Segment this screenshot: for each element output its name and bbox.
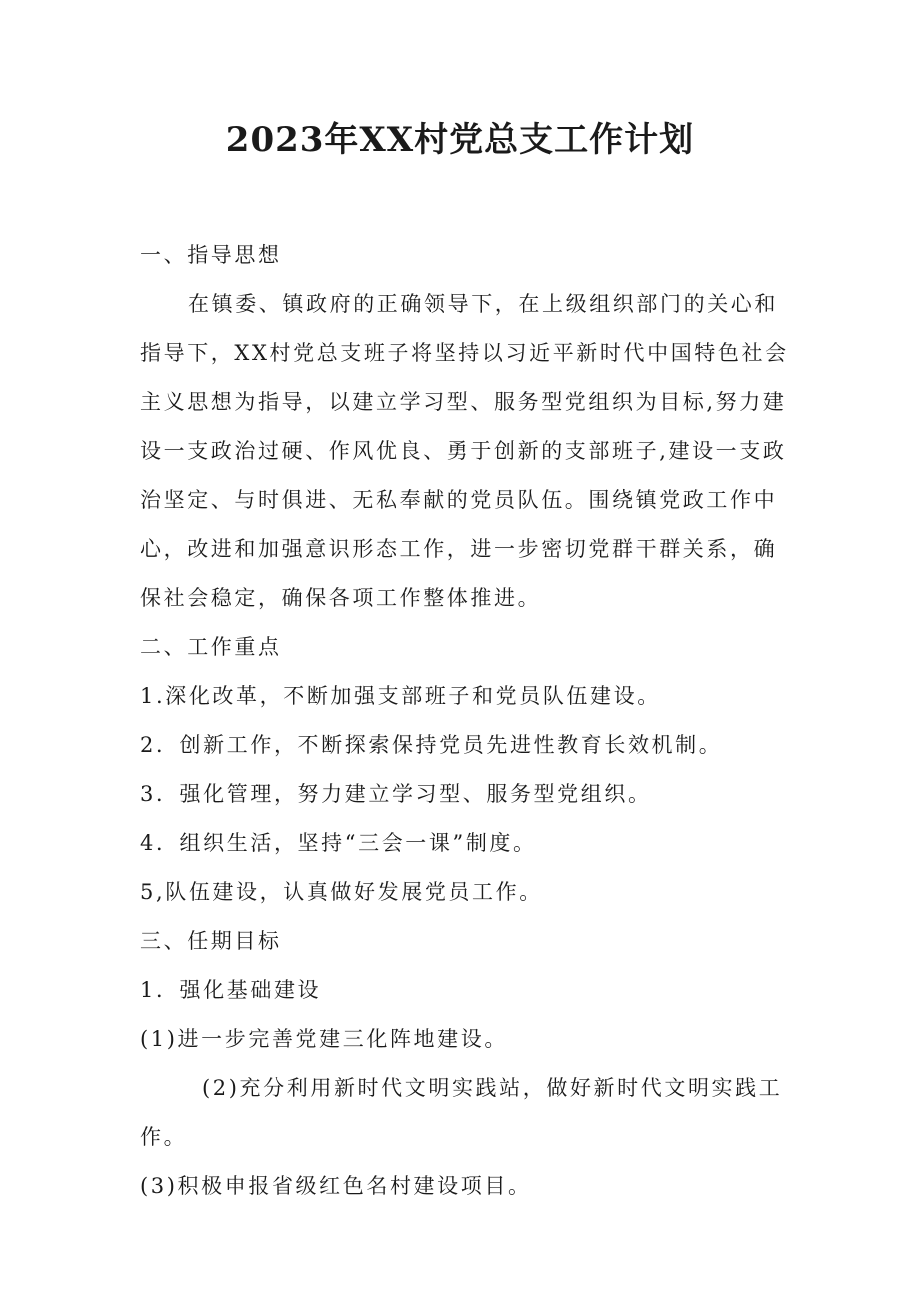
section-paragraph-guiding-ideology: 在镇委、镇政府的正确领导下，在上级组织部门的关心和指导下，XX村党总支班子将坚持以习近平新时代中国特色社会主义思想为指导，以建立学习型、服务型党组织为目标,努力建设一支政治过硬、作风优良、勇于创新的支部班子,建设一支政治坚定、与时俱进、无私奉献的党员队伍。围绕镇党政工作中心，改进和加强意识形态工作，进一步密切党群干群关系，确保社会稳定，确保各项工作整体推进。 (140, 292, 789, 610)
list-item-infrastructure: (1)进一步完善党建三化阵地建设。 (140, 1027, 508, 1051)
list-item-work-focus: 1.深化改革，不断加强支部班子和党员队伍建设。 (140, 684, 661, 708)
list-item-work-focus: 5,队伍建设，认真做好发展党员工作。 (140, 880, 543, 904)
list-item-work-focus: 2．创新工作，不断探索保持党员先进性教育长效机制。 (140, 733, 723, 757)
section-heading-work-focus: 二、工作重点 (140, 635, 282, 659)
document-body (140, 231, 790, 1211)
list-item-infrastructure: (2)充分利用新时代文明实践站，做好新时代文明实践工作。 (140, 1076, 783, 1149)
list-item-work-focus: 3．强化管理，努力建立学习型、服务型党组织。 (140, 782, 652, 806)
section-heading-guiding-ideology: 一、指导思想 (140, 243, 282, 267)
list-item-infrastructure: (3)积极申报省级红色名村建设项目。 (140, 1174, 532, 1198)
list-item-work-focus: 4．组织生活，坚持“三会一课”制度。 (140, 831, 537, 855)
section-heading-term-goals: 三、任期目标 (140, 929, 282, 953)
document-title: 2023年XX村党总支工作计划 (225, 120, 695, 160)
sub-heading-infrastructure: 1．强化基础建设 (140, 978, 322, 1002)
